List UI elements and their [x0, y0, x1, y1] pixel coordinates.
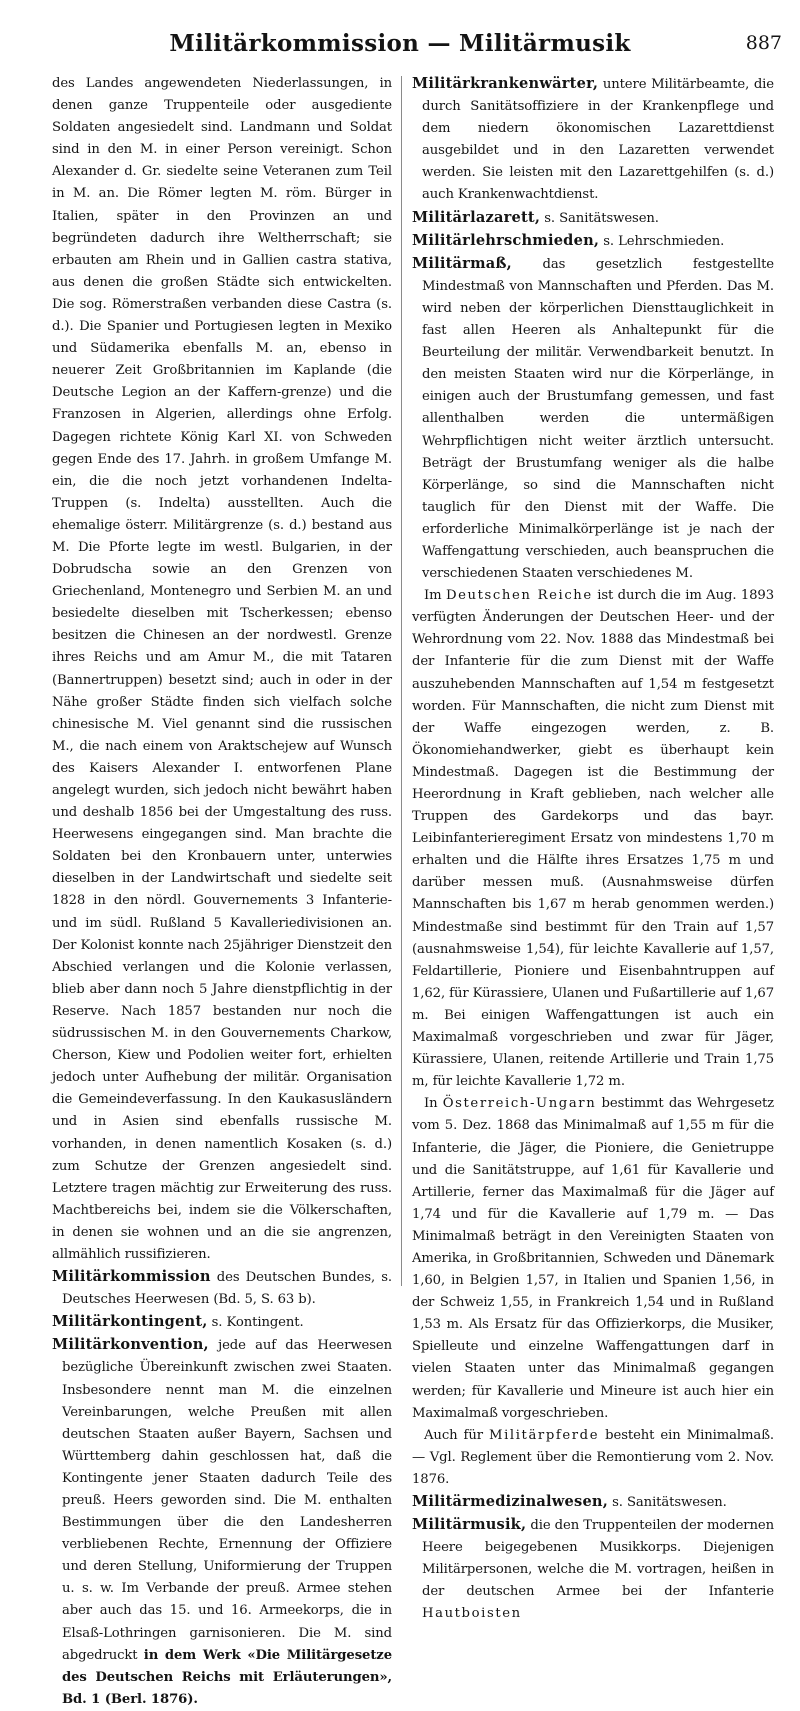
entry-militaermedizinalwesen	[412, 1491, 774, 1514]
page-number: 887	[745, 32, 782, 54]
entry-text: untere Militärbeamte, die durch Sanitätsoffiziere in der Krankenpflege und dem niedern ökonomischen Lazarettdienst ausgebildet und in den Lazaretten verwendet werden. Sie leisten mit den Lazarettgehilfen (s. d.) auch Krankenwachtdienst.	[422, 77, 774, 203]
entry-militaerlehrschmieden	[412, 230, 774, 253]
running-title: Militärkommission — Militärmusik	[169, 30, 631, 57]
column-divider	[401, 76, 402, 1286]
text-lead: Im	[424, 588, 446, 604]
page-header	[0, 30, 800, 66]
headword: Militärmusik,	[412, 1516, 527, 1534]
paragraph-deutsches-reich	[412, 585, 774, 1093]
entry-text: des Deutschen Bundes, s. Deutsches Heerwesen (Bd. 5, S. 63 b).	[62, 1270, 392, 1308]
text-lead: Auch für	[424, 1427, 489, 1443]
entry-militaerkontingent	[52, 1311, 392, 1334]
headword: Militärlehrschmieden,	[412, 231, 600, 249]
entry-text: s. Kontingent.	[207, 1315, 304, 1331]
entry-text: s. Sanitätswesen.	[608, 1495, 727, 1510]
paragraph-text: bestimmt das Wehrgesetz vom 5. Dez. 1868 das Minimalmaß auf 1,55 m für die Infanterie, die Jäger, die Pioniere, die Genietruppe und die Sanitätstruppe, auf 1,61 für Kavallerie und Artillerie, ferner das Maximalmaß für die Jäger auf 1,74 und für die Kavallerie auf 1,79 m. — Das Minimalmaß beträgt in den Vereinigten Staaten von Amerika, in Großbritannien, Schweden und Dänemark 1,60, in Belgien 1,57, in Italien und Spanien 1,56, in der Schweiz 1,55, in Frankreich 1,54 und in Rußland 1,53 m. Als Ersatz für das Offizierkorps, die Musiker, Spielleute und einzelne Waffengattungen darf in vielen Staaten unter das Minimalmaß gegangen werden; für Kavallerie und Mineure ist auch hier ein Maximalmaß vorgeschrieben.	[412, 1096, 774, 1421]
spaced-term: Deutschen Reiche	[445, 588, 593, 604]
left-column	[52, 73, 392, 1711]
entry-militaermass	[412, 253, 774, 585]
right-column	[412, 73, 774, 1626]
headword: Militärmaß,	[412, 254, 512, 272]
entry-reference: in dem Werk «Die Militärgesetze des Deutschen Reichs mit Erläuterungen», Bd. 1 (Berl. 1876).	[62, 1647, 392, 1707]
headword: Militärkontingent,	[52, 1313, 208, 1331]
entry-text: das gesetzlich festgestellte Mindestmaß von Mannschaften und Pferden. Das M. wird neben der körperlichen Diensttauglichkeit in fast allen Heeren als Anhaltepunkt für die Beurteilung der militär. Verwendbarkeit benutzt. In den meisten Staaten wird nur die Körperlänge, in einigen auch der Brustumfang gemessen, und fast allenthalben werden die untermäßigen Wehrpflichtigen nicht weiter ärztlich untersucht. Beträgt der Brustumfang weniger als die halbe Körperlänge, so sind die Mannschaften nicht tauglich für den Dienst mit der Waffe. Die erforderliche Minimalkörperlänge ist je nach der Waffengattung verschieden, auch beanspruchen die verschiedenen Staaten verschiedenes M.	[422, 256, 774, 582]
entry-militaerkrankenwaerter	[412, 73, 774, 207]
paragraph-text: besteht ein Minimalmaß. — Vgl. Reglement über die Remontierung vom 2. Nov. 1876.	[412, 1427, 774, 1487]
headword: Militärmedizinalwesen,	[412, 1493, 609, 1510]
paragraph-text: ist durch die im Aug. 1893 verfügten Änderungen der Deutschen Heer- und der Wehrordnung vom 22. Nov. 1888 das Mindestmaß bei der Infanterie für die zum Dienst mit der Waffe auszuhebenden Mannschaften auf 1,54 m festgesetzt worden. Für Mannschaften, die nicht zum Dienst mit der Waffe eingezogen werden, z. B. Ökonomiehandwerker, giebt es überhaupt kein Mindestmaß. Dagegen ist die Bestimmung der Heerordnung in Kraft geblieben, nach welcher alle Truppen des Gardekorps und das bayr. Leibinfanterieregiment Ersatz von mindestens 1,70 m erhalten und die Hälfte ihres Ersatzes 1,75 m und darüber messen muß. (Ausnahmsweise dürfen Mannschaften bis 1,67 m herab genommen werden.) Mindestmaße sind bestimmt für den Train auf 1,57 (ausnahmsweise 1,54), für leichte Kavallerie auf 1,57, Feldartillerie, Pioniere und Eisenbahntruppen auf 1,62, für Kürassiere, Ulanen und Fußartillerie auf 1,67 m. Bei einigen Waffengattungen ist auch ein Maximalmaß vorgeschrieben und zwar für Jäger, Kürassiere, Ulanen, reitende Artillerie und Train 1,75 m, für leichte Kavallerie 1,72 m.	[412, 588, 774, 1090]
headword: Militärkonvention,	[52, 1336, 209, 1354]
paragraph-oesterreich-ungarn	[412, 1093, 774, 1424]
entry-text: die den Truppenteilen der modernen Heere beigegebenen Musikkorps. Diejenigen Militärpersonen, welche die M. vortragen, heißen in der deutschen Armee bei der Infanterie	[422, 1518, 774, 1600]
entry-militaerkonvention	[52, 1334, 392, 1711]
headword: Militärlazarett,	[412, 208, 541, 226]
spaced-term: Hautboisten	[422, 1606, 522, 1622]
text-lead: In	[424, 1096, 443, 1112]
spaced-term: Militärpferde	[489, 1427, 600, 1443]
spaced-term: Österreich-Ungarn	[442, 1096, 597, 1112]
entry-text: jede auf das Heerwesen bezügliche Übereinkunft zwischen zwei Staaten. Insbesondere nennt man M. die einzelnen Vereinbarungen, welche Preußen mit allen deutschen Staaten außer Bayern, Sachsen und Württemberg dahin geschlossen hat, daß die Kontingente jener Staaten dadurch Teile des preuß. Heers geworden sind. Die M. enthalten Bestimmungen über die den Landesherren verbliebenen Rechte, Ernennung der Offiziere und deren Stellung, Uniformierung der Truppen u. s. w. Im Verbande der preuß. Armee stehen aber auch das 15. und 16. Armeekorps, die in Elsaß-Lothringen garnisonieren. Die M. sind abgedruckt	[62, 1338, 392, 1663]
paragraph-militaerpferde	[412, 1425, 774, 1491]
entry-militaerlazarett	[412, 207, 774, 230]
entry-text: s. Lehrschmieden.	[599, 233, 725, 249]
entry-text: s. Sanitätswesen.	[540, 210, 659, 226]
headword: Militärkrankenwärter,	[412, 75, 599, 92]
entry-militaerkommission	[52, 1266, 392, 1311]
headword: Militärkommission	[52, 1268, 211, 1286]
entry-militaermusik	[412, 1514, 774, 1625]
militaerkolonien-continuation: des Landes angewendeten Niederlassungen, in denen ganze Truppenteile oder ausgediente Soldaten angesiedelt sind. Landmann und Soldat sind in den M. in einer Person vereinigt. Schon Alexander d. Gr. siedelte seine Veteranen zum Teil in M. an. Die Römer legten M. röm. Bürger in Italien, später in den Provinzen an und begründeten dadurch ihre Weltherrschaft; sie erbauten am Rhein und in Gallien castra stativa, aus denen die großen Städte sich entwickelten. Die sog. Römerstraßen verbanden diese Castra (s. d.). Die Spanier und Portugiesen legten in Mexiko und Südamerika ebenfalls M. an, ebenso in neuerer Zeit Großbritannien im Kaplande (die Deutsche Legion an der Kaffern-grenze) und die Franzosen in Algerien, allerdings ohne Erfolg. Dagegen richtete König Karl XI. von Schweden gegen Ende des 17. Jahrh. in großem Umfange M. ein, die die noch jetzt vorhandenen Indelta-Truppen (s. Indelta) ausstellten. Auch die ehemalige österr. Militärgrenze (s. d.) bestand aus M. Die Pforte legte im westl. Bulgarien, in der Dobrudscha sowie an den Grenzen von Griechenland, Montenegro und Serbien M. an und besiedelte dieselben mit Tscherkessen; ebenso besitzen die Chinesen an der nordwestl. Grenze ihres Reichs und am Amur M., die mit Tataren (Bannertruppen) besetzt sind; auch in oder in der Nähe großer Städte finden sich vielfach solche chinesische M. Viel genannt sind die russischen M., die nach einem von Araktschejew auf Wunsch des Kaisers Alexander I. entworfenen Plane angelegt wurden, sich jedoch nicht bewährt haben und deshalb 1856 bei der Umgestaltung des russ. Heerwesens eingegangen sind. Man brachte die Soldaten bei den Kronbauern unter, unterwies dieselben in der Landwirtschaft und siedelte seit 1828 in den nördl. Gouvernements 3 Infanterie- und im südl. Rußland 5 Kavalleriedivisionen an. Der Kolonist konnte nach 25jähriger Dienstzeit den Abschied verlangen und die Kolonie verlassen, blieb aber dann noch 5 Jahre dienstpflichtig in der Reserve. Nach 1857 bestanden nur noch die südrussischen M. in den Gouvernements Charkow, Cherson, Kiew und Podolien weiter fort, erhielten jedoch unter Aufhebung der militär. Organisation die Gemeindeverfassung. In den Kaukasusländern und in Asien sind ebenfalls russische M. vorhanden, in denen namentlich Kosaken (s. d.) zum Schutze der Grenzen angesiedelt sind. Letztere tragen mächtig zur Erweiterung des russ. Machtbereichs bei, indem sie die Völkerschaften, in denen sie wohnen und an die sie angrenzen, allmählich russifizieren.	[52, 76, 392, 1262]
